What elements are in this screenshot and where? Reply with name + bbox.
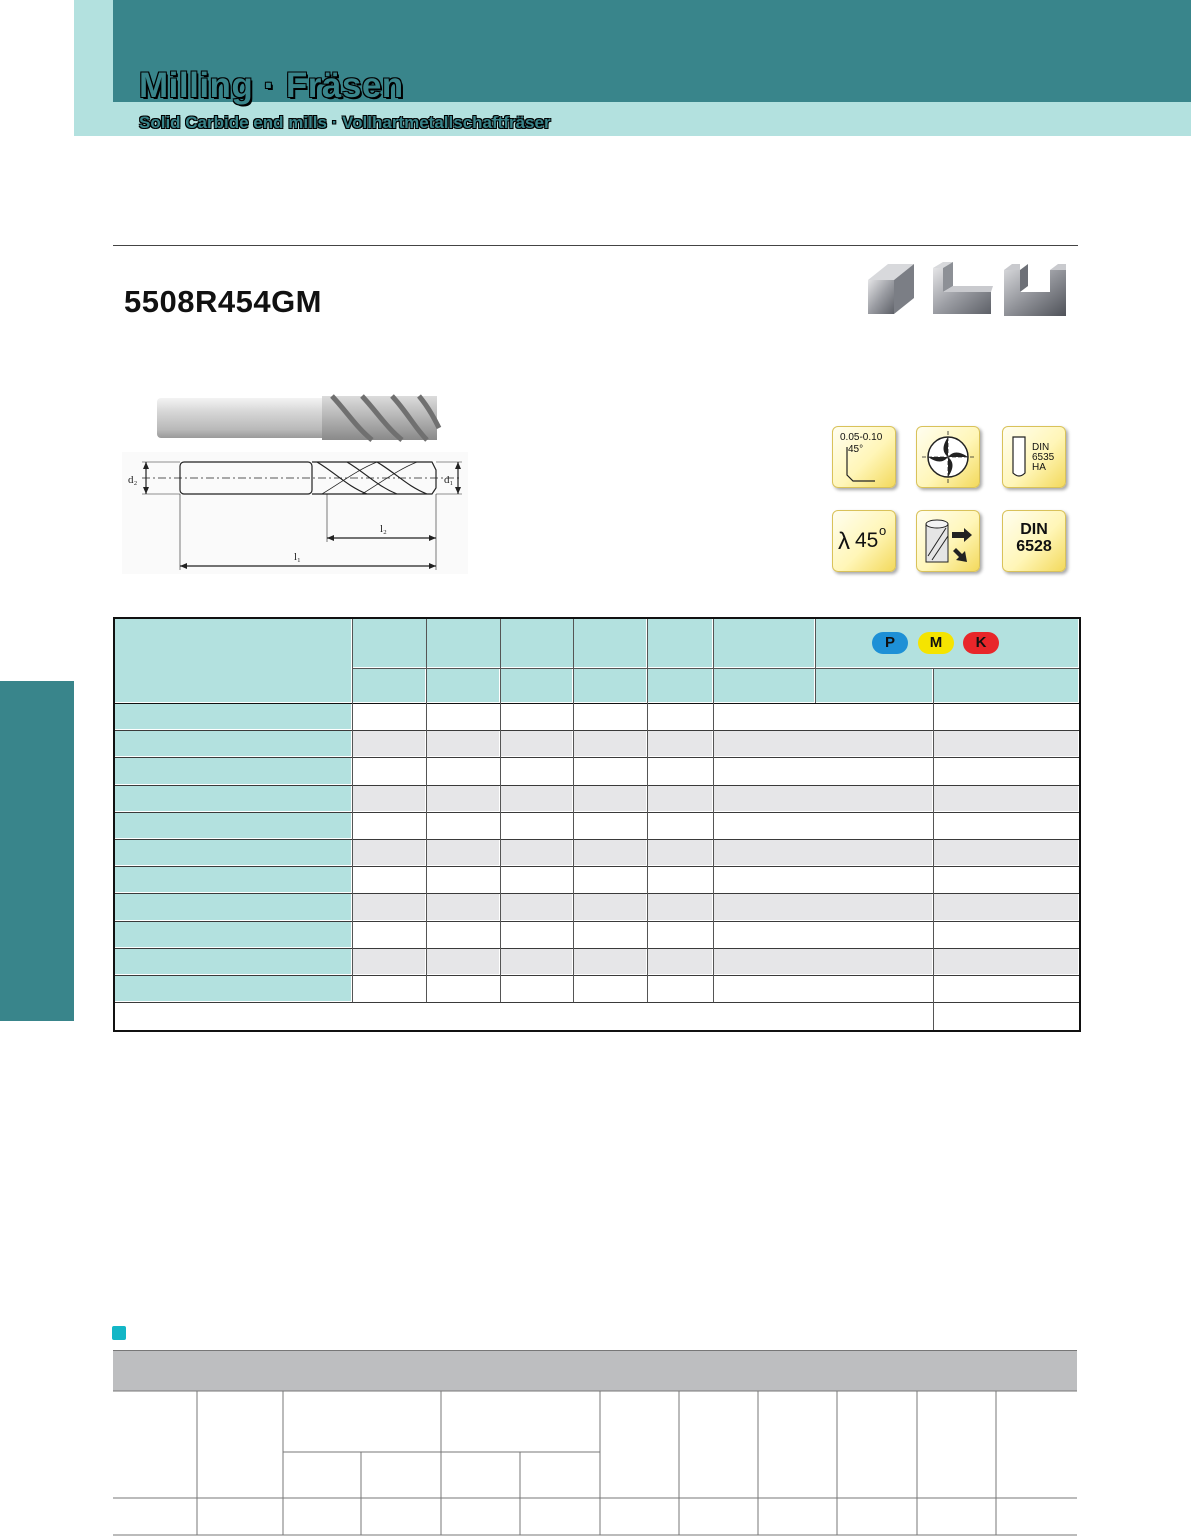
material-badge-k (963, 632, 999, 654)
material-badge-p (872, 632, 908, 654)
l2-label: l₂ (380, 523, 387, 535)
d1-label: d₁ (444, 474, 454, 486)
section-bullet (112, 1326, 126, 1340)
helix-symbol: λ (838, 528, 850, 555)
material-badge-m (918, 632, 954, 654)
material-badge-p-label: P (884, 634, 895, 651)
tool-std-line1: DIN (1020, 521, 1048, 538)
l1-label: l₁ (294, 551, 301, 563)
cutting-data-header-band (113, 1350, 1077, 1391)
cutting-data-table (113, 1350, 1077, 1537)
page-subtitle: Solid Carbide end mills · Vollhartmetallschaftfräser (139, 113, 551, 132)
page-title: Milling · Fräsen (139, 66, 404, 105)
material-badge-m-label: M (929, 634, 943, 651)
d2-label: d₂ (128, 474, 138, 486)
helix-value: 45 (855, 529, 879, 552)
product-code: 5508R454GM (124, 284, 323, 319)
chamfer-angle: 45° (848, 444, 864, 455)
shank-std-line2: 6535 (1032, 452, 1055, 463)
helix-unit: o (879, 523, 887, 538)
shank-std-line3: HA (1032, 462, 1046, 473)
chamfer-value: 0.05-0.10 (840, 432, 883, 443)
tool-std-line2: 6528 (1016, 538, 1052, 555)
material-badge-k-label: K (975, 634, 987, 651)
shank-std-line1: DIN (1032, 442, 1050, 453)
